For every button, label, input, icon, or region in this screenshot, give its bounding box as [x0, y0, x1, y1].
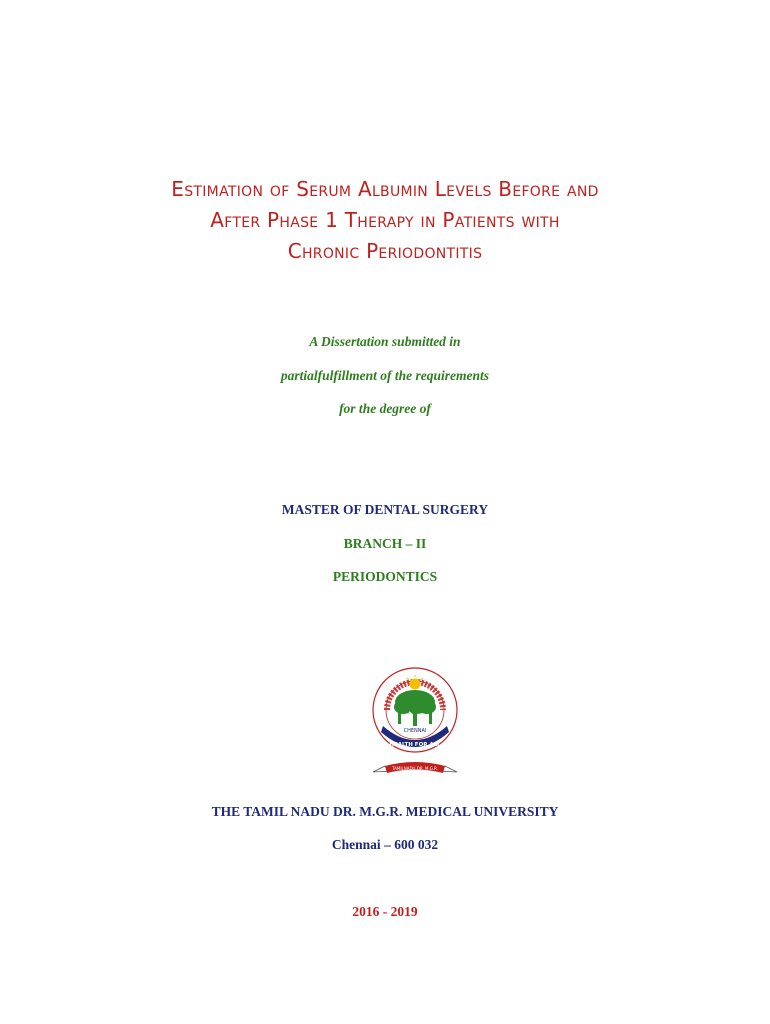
- submission-statement-line-1: A Dissertation submitted in: [309, 334, 461, 349]
- submission-statement-line-3: for the degree of: [339, 401, 431, 416]
- thesis-title-line-2: After Phase 1 Therapy in Patients with: [210, 208, 560, 232]
- academic-years: 2016 - 2019: [352, 904, 418, 919]
- degree-specialty: PERIODONTICS: [332, 569, 438, 584]
- university-city: Chennai – 600 032: [331, 837, 439, 852]
- university-seal-icon: [365, 662, 465, 787]
- svg-text:HEALTH FOR ALL: HEALTH FOR ALL: [389, 742, 441, 748]
- thesis-title-line-3: Chronic Periodontitis: [287, 239, 483, 263]
- svg-text:TAMILNADU DR. M.G.R.: TAMILNADU DR. M.G.R.: [392, 766, 438, 771]
- degree-branch: BRANCH – II: [343, 536, 427, 551]
- thesis-title-line-1: Estimation of Serum Albumin Levels Before and: [171, 177, 599, 201]
- degree-name: MASTER OF DENTAL SURGERY: [281, 502, 489, 517]
- university-name: THE TAMIL NADU DR. M.G.R. MEDICAL UNIVERSITY: [211, 804, 559, 819]
- submission-statement-line-2: partialfulfillment of the requirements: [280, 368, 490, 383]
- svg-text:CHENNAI: CHENNAI: [403, 728, 427, 734]
